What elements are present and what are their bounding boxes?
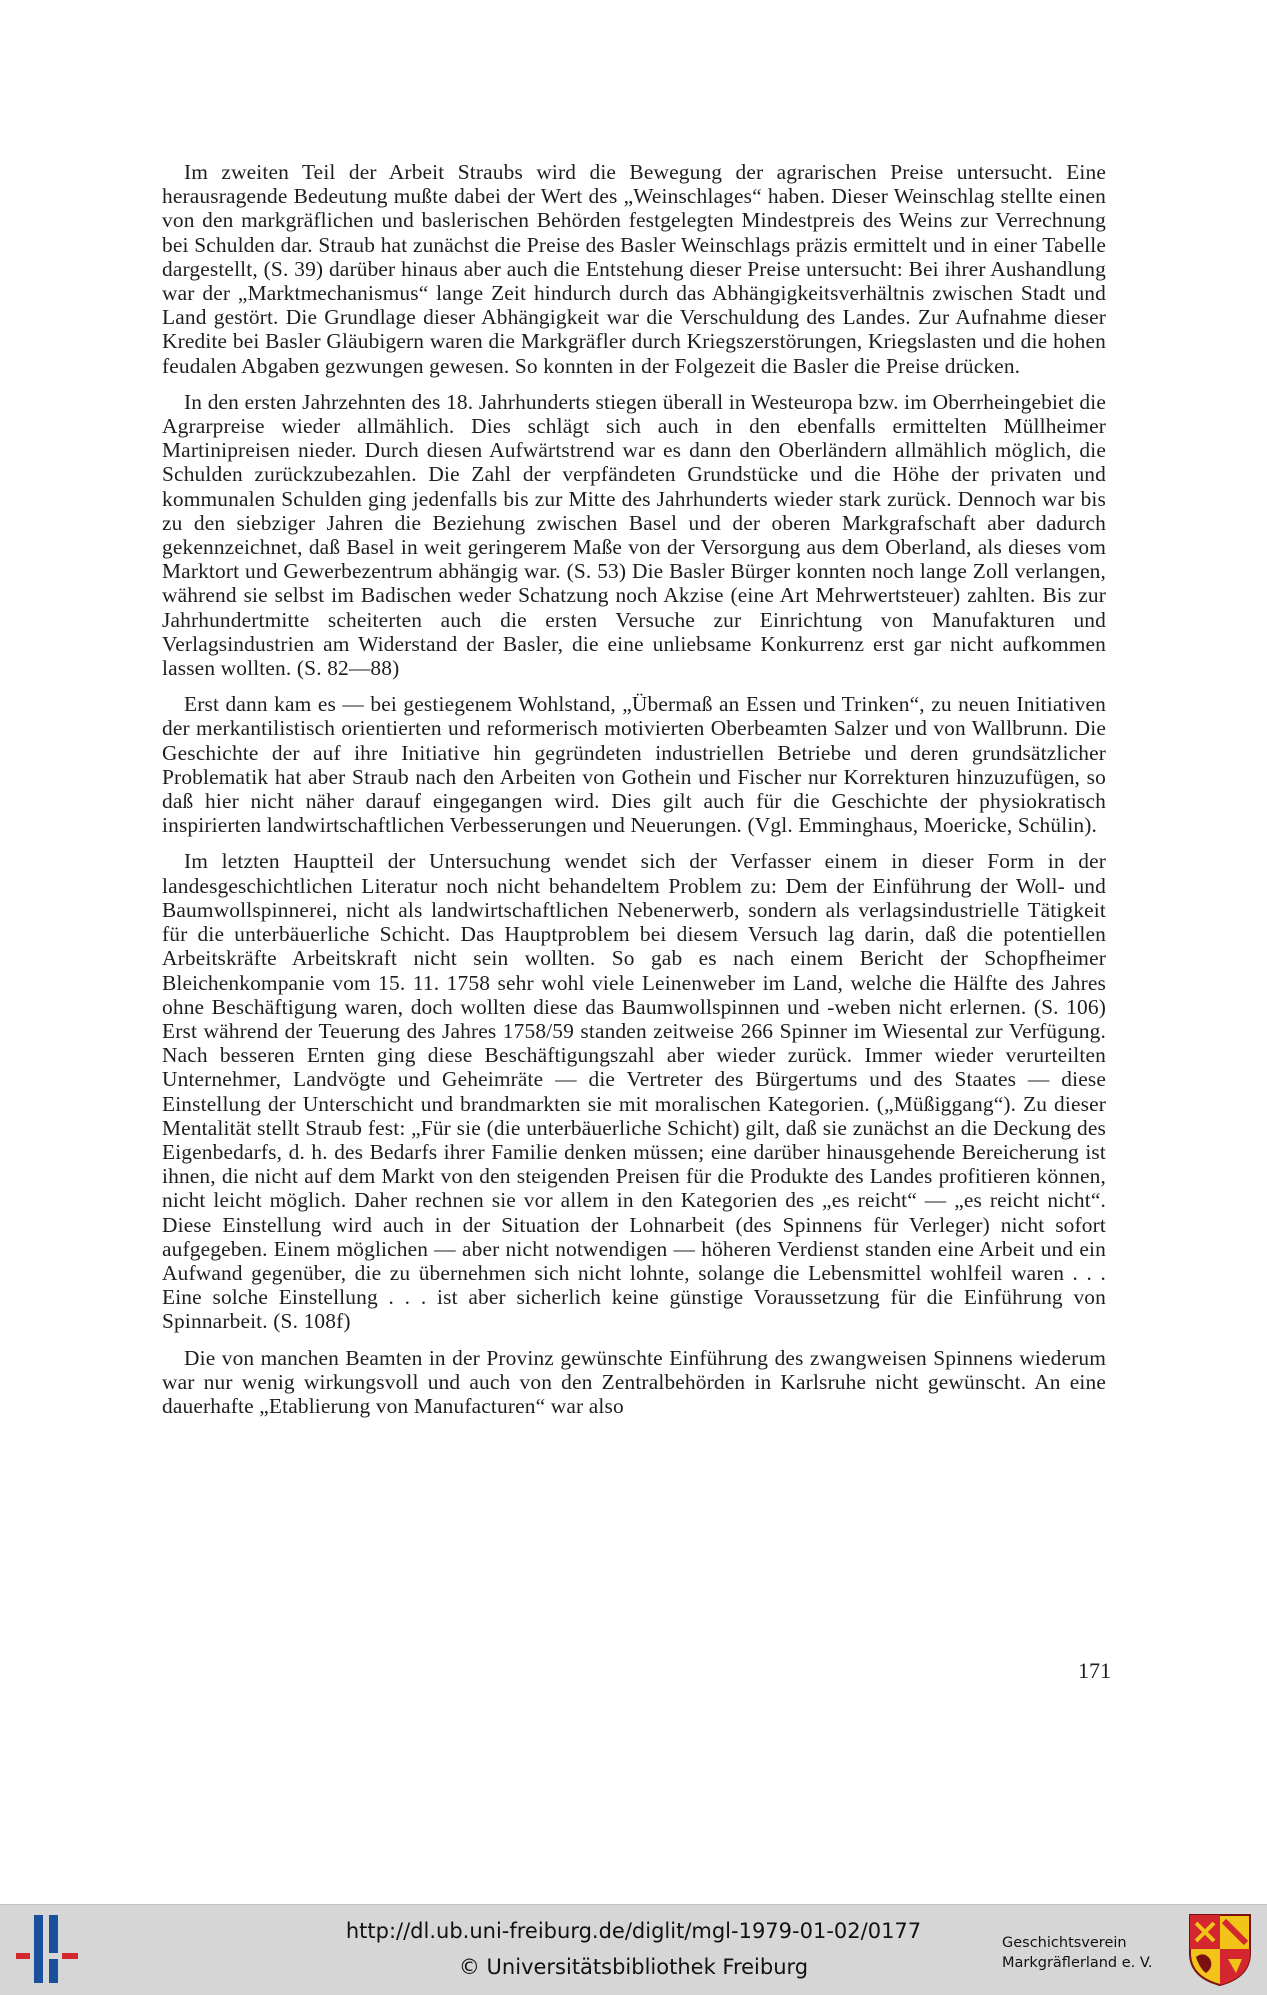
paragraph: Im letzten Hauptteil der Untersuchung wendet sich der Verfasser einem in dieser Form in der landesgeschichtlichen Literatur noch nicht behandeltem Problem zu: Dem der Einführung der Woll- und Baumwollspinnerei, nicht als landwirtschaftlichen Nebenerwerb, sondern als verlagsindustrielle Tätigkeit für die unterbäuerliche Schicht. Das Hauptproblem bei diesem Versuch lag darin, daß die potentiellen Arbeitskräfte Arbeitskraft nicht sein wollten. So gab es nach einem Bericht der Schopfheimer Bleichenkompanie vom 15. 11. 1758 sehr wohl viele Leinenweber im Land, welche die Hälfte des Jahres ohne Beschäftigung waren, doch wollten diese das Baumwollspinnen und -weben nicht erlernen. (S. 106) Erst während der Teuerung des Jahres 1758/59 standen zeitweise 266 Spinner im Wiesental zur Verfügung. Nach besseren Ernten ging diese Beschäftigungszahl aber wieder zurück. Immer wieder verurteilten Unternehmer, Landvögte und Geheimräte — die Vertreter des Bürgertums und des Staates — diese Einstellung der Unterschicht und brandmarkten sie mit moralischen Kategorien. („Müßiggang“). Zu dieser Mentalität stellt Straub fest: „Für sie (die unterbäuerliche Schicht) gilt, daß sie zunächst an die Deckung des Eigenbedarfs, d. h. des Bedarfs ihrer Familie denken müssen; eine darüber hinausgehende Bereicherung ist ihnen, die nicht auf dem Markt von den steigenden Preisen für die Produkte des Landes profitieren können, nicht leicht möglich. Daher rechnen sie vor allem in den Kategorien des „es reicht“ — „es reicht nicht“. Diese Einstellung wird auch in der Situation der Lohnarbeit (des Spinnens für Verleger) nicht sofort aufgegeben. Einem möglichen — aber nicht notwendigen — höheren Verdienst standen eine Arbeit und ein Aufwand gegenüber, die zu übernehmen sich nicht lohnte, solange die Lebensmittel wohlfeil waren . . . Eine solche Einstellung . . . ist aber sicherlich keine günstige Voraussetzung für die Einführung von Spinnarbeit. (S. 108f) <box>162 849 1106 1334</box>
document-url[interactable]: http://dl.ub.uni-freiburg.de/diglit/mgl-1979-01-02/0177 <box>345 1919 922 1943</box>
society-name-line1: Geschichtsverein <box>1002 1935 1127 1951</box>
copyright-notice: © Universitätsbibliothek Freiburg <box>458 1955 809 1979</box>
society-name-line2: Markgräflerland e. V. <box>1002 1955 1153 1971</box>
paragraph: Die von manchen Beamten in der Provinz gewünschte Einführung des zwangweisen Spinnens wiederum war nur wenig wirkungsvoll und auch von den Zentralbehörden in Karlsruhe nicht gewünscht. An eine dauerhafte „Etablierung von Manufacturen“ war also <box>162 1345 1106 1418</box>
paragraph: Im zweiten Teil der Arbeit Straubs wird die Bewegung der agrarischen Preise untersucht. Eine herausragende Bedeutung mußte dabei der Wert des „Weinschlages“ haben. Dieser Weinschlag stellte einen von den markgräflichen und baslerischen Behörden festgelegten Mindestpreis des Weins zur Verrechnung bei Schulden dar. Straub hat zunächst die Preise des Basler Weinschlags präzis ermittelt und in einer Tabelle dargestellt, (S. 39) darüber hinaus aber auch die Entstehung dieser Preise untersucht: Bei ihrer Aushandlung war der „Marktmechanismus“ lange Zeit hindurch durch das Abhängigkeitsverhältnis zwischen Stadt und Land gestört. Die Grundlage dieser Abhängigkeit war die Verschuldung des Landes. Zur Aufnahme dieser Kredite bei Basler Gläubigern waren die Markgräfler durch Kriegszerstörungen, Kriegslasten und die hohen feudalen Abgaben gezwungen gewesen. So konnten in der Folgezeit die Basler die Preise drücken. <box>162 160 1106 378</box>
coat-of-arms-icon[interactable] <box>1188 1913 1252 1987</box>
paragraph: In den ersten Jahrzehnten des 18. Jahrhunderts stiegen überall in Westeuropa bzw. im Oberrheingebiet die Agrarpreise wieder allmählich. Dies schlägt sich auch in den ebenfalls ermittelten Müllheimer Martinipreisen nieder. Durch diesen Aufwärtstrend war es dann den Oberländern allmählich möglich, die Schulden zurückzubezahlen. Die Zahl der verpfändeten Grundstücke und die Höhe der privaten und kommunalen Schulden ging jedenfalls bis zur Mitte des Jahrhunderts wieder stark zurück. Dennoch war bis zu den siebziger Jahren die Beziehung zwischen Basel und der oberen Markgrafschaft aber dadurch gekennzeichnet, daß Basel in weit geringerem Maße von der Versorgung aus dem Oberland, als dieses vom Marktort und Gewerbezentrum abhängig war. (S. 53) Die Basler Bürger konnten noch lange Zoll verlangen, während sie selbst im Badischen weder Schatzung noch Akzise (eine Art Mehrwertsteuer) zahlten. Bis zur Jahrhundertmitte scheiterten auch die ersten Versuche zur Einrichtung von Manufakturen und Verlagsindustrien am Widerstand der Basler, die eine unliebsame Konkurrenz erst gar nicht aufkommen lassen wollten. (S. 82—88) <box>162 389 1106 681</box>
paragraph: Erst dann kam es — bei gestiegenem Wohlstand, „Übermaß an Essen und Trinken“, zu neuen Initiativen der merkantilistisch orientierten und reformerisch motivierten Oberbeamten Salzer und von Wallbrunn. Die Geschichte der auf ihre Initiative hin gegründeten industriellen Betriebe und deren grundsätzlicher Problematik hat aber Straub nach den Arbeiten von Gothein und Fischer nur Korrekturen hinzuzufügen, so daß hier nicht näher darauf eingegangen wird. Dies gilt auch für die Geschichte der physiokratisch inspirierten landwirtschaftlichen Verbesserungen und Neuerungen. (Vgl. Emminghaus, Moericke, Schülin). <box>162 692 1106 838</box>
society-name[interactable] <box>1002 1933 1182 1973</box>
text-column <box>162 160 1106 1430</box>
viewer-footer <box>0 1904 1267 1995</box>
page-number: 171 <box>1078 1658 1111 1683</box>
